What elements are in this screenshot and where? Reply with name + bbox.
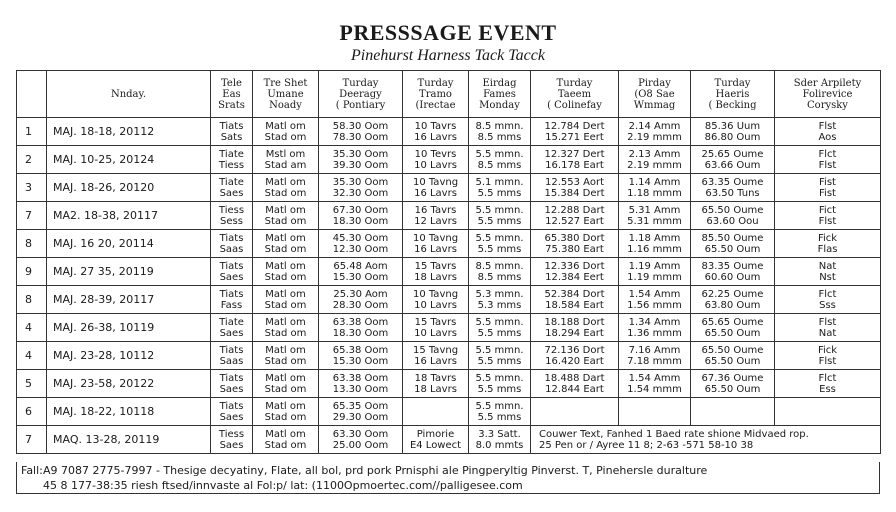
table-cell: 12.336 Dort 12.384 Eert [531,258,619,286]
table-cell: 5.5 mmn. 5.5 mms [469,202,531,230]
table-cell [691,398,775,426]
table-cell: 52.384 Dort 18.584 Eart [531,286,619,314]
table-cell: 83.35 Oume 60.60 Oum [691,258,775,286]
table-row [17,202,881,230]
table-cell: 5.5 mmn. 5.5 mms [469,314,531,342]
table-row [17,118,881,146]
table-cell [775,398,881,426]
table-row [17,258,881,286]
event-title: PRESSSAGE EVENT [339,20,557,45]
table-cell: 10 Tavng 10 Lavrs [403,286,469,314]
table-row [17,398,881,426]
row-number: 2 [17,146,47,174]
column-header: Nnday. [47,71,211,118]
table-cell: 65.48 Aom 15.30 Oom [319,258,403,286]
table-cell: Flst Aos [775,118,881,146]
table-cell: Matl om Stad om [253,118,319,146]
table-body [17,118,881,454]
footer-label: Fall: [21,464,43,477]
table-cell: 1.14 Amm 1.18 mmm [619,174,691,202]
table-cell: Tiats Saes [211,258,253,286]
table-cell: 65.35 Oom 29.30 Oom [319,398,403,426]
table-cell: 15 Tavrs 10 Lavrs [403,314,469,342]
table-cell: Matl om Stad om [253,342,319,370]
row-date: MAJ. 10-25, 20124 [47,146,211,174]
row-number: 1 [17,118,47,146]
table-row [17,230,881,258]
table-cell: 10 Tavng 16 Lavrs [403,230,469,258]
table-cell: Tiats Sats [211,118,253,146]
table-cell: 65.380 Dort 75.380 Eart [531,230,619,258]
table-cell: 7.16 Amm 7.18 mmm [619,342,691,370]
table-cell: 65.38 Oom 15.30 Oom [319,342,403,370]
table-cell: Flct Ess [775,370,881,398]
table-cell: 15 Tavrs 18 Lavrs [403,258,469,286]
table-cell: Matl om Stad om [253,258,319,286]
row-date: MAJ. 18-26, 20120 [47,174,211,202]
table-cell: 10 Tavng 16 Lavrs [403,174,469,202]
table-row [17,426,881,454]
table-cell: 62.25 Oume 63.80 Oum [691,286,775,314]
footer-line-1: A9 7087 2775-7997 - Thesige decyatiny, Flate, all bol, prd pork Prnisphi ale Pingperyltig Pinverst. T, Pinehersle duralture [43,464,708,477]
table-cell: 65.65 Oume 65.50 Oum [691,314,775,342]
table-cell: 58.30 Oom 78.30 Oom [319,118,403,146]
table-cell: 2.14 Amm 2.19 mmm [619,118,691,146]
row-number: 4 [17,314,47,342]
row-note: Couwer Text, Fanhed 1 Baed rate shione Midvaed rop. 25 Pen or / Ayree 11 8; 2-63 -571 58-10 38 [531,426,881,454]
table-cell: 5.3 mmn. 5.3 mms [469,286,531,314]
row-number: 9 [17,258,47,286]
table-cell: 25.65 Oume 63.66 Oum [691,146,775,174]
table-cell: Tiess Saes [211,426,253,454]
table-row [17,146,881,174]
table-cell: 18.488 Dart 12.844 Eart [531,370,619,398]
table-cell: 1.54 Amm 1.56 mmm [619,286,691,314]
table-cell: Matl om Stad om [253,314,319,342]
table-cell: 12.784 Dert 15.271 Eert [531,118,619,146]
table-cell: 1.19 Amm 1.19 mmm [619,258,691,286]
table-cell: 67.36 Oume 65.50 Oum [691,370,775,398]
table-cell: 5.1 mmn. 5.5 mms [469,174,531,202]
row-date: MAJ. 28-39, 20117 [47,286,211,314]
table-cell: 63.30 Oom 25.00 Oom [319,426,403,454]
table-cell: Tiess Sess [211,202,253,230]
table-row [17,370,881,398]
table-cell: Tiats Saes [211,370,253,398]
table-header-row [17,71,881,118]
row-number: 8 [17,286,47,314]
row-number: 3 [17,174,47,202]
table-cell: 45.30 Oom 12.30 Oom [319,230,403,258]
row-date: MAJ. 26-38, 10119 [47,314,211,342]
table-cell: 12.553 Aort 15.384 Dert [531,174,619,202]
table-cell: Tiate Saes [211,174,253,202]
table-cell: 63.38 Oom 13.30 Oom [319,370,403,398]
table-cell: 16 Tavrs 12 Lavrs [403,202,469,230]
table-cell: 12.288 Dart 12.527 Eart [531,202,619,230]
table-row [17,314,881,342]
table-row [17,286,881,314]
footer-line-2: 45 8 177-38:35 riesh ftsed/innvaste al Fol:p/ lat: (1100Opmoertec.com//palligesee.com [43,479,523,492]
table-cell: Matl om Stad om [253,174,319,202]
table-cell: Tiats Saas [211,230,253,258]
table-cell: Fick Flst [775,342,881,370]
table-cell: 5.5 mmn. 5.5 mms [469,370,531,398]
table-cell: 10 Tevrs 10 Lavrs [403,146,469,174]
table-cell: Nat Nst [775,258,881,286]
table-cell: 8.5 mmn. 8.5 mms [469,258,531,286]
table-cell: 12.327 Dert 16.178 Eart [531,146,619,174]
table-cell: 63.35 Oume 63.50 Tuns [691,174,775,202]
table-cell: 85.50 Oume 65.50 Oum [691,230,775,258]
table-cell: 67.30 Oom 18.30 Oom [319,202,403,230]
table-cell: 1.54 Amm 1.54 mmm [619,370,691,398]
row-date: MAJ. 27 35, 20119 [47,258,211,286]
column-header: Turday Tramo (Irectae [403,71,469,118]
table-cell: 18.188 Dort 18.294 Eart [531,314,619,342]
table-cell: Fict Flst [775,202,881,230]
row-number: 7 [17,202,47,230]
table-cell: Matl om Stad om [253,398,319,426]
row-date: MAJ. 23-28, 10112 [47,342,211,370]
row-date: MAJ. 18-22, 10118 [47,398,211,426]
table-cell: 5.5 mmn. 8.5 mms [469,146,531,174]
table-cell: Tiate Saes [211,314,253,342]
row-number: 7 [17,426,47,454]
event-subtitle: Pinehurst Harness Tack Tacck [351,47,545,64]
row-date: MA2. 18-38, 20117 [47,202,211,230]
table-cell [619,398,691,426]
table-cell: Pimorie E4 Lowect [403,426,469,454]
table-cell: Matl om Stad om [253,370,319,398]
table-cell: 85.36 Uum 86.80 Oum [691,118,775,146]
table-cell: 65.50 Oume 65.50 Oum [691,342,775,370]
row-date: MAJ. 23-58, 20122 [47,370,211,398]
table-cell: Fick Flas [775,230,881,258]
footer-notes [16,462,880,494]
table-cell: Matl om Stad om [253,230,319,258]
table-cell: Tiats Saes [211,398,253,426]
table-cell: 5.5 mmn. 5.5 mms [469,342,531,370]
table-cell: 3.3 Satt. 8.0 mmts [469,426,531,454]
table-cell: 10 Tavrs 16 Lavrs [403,118,469,146]
table-cell: Flst Nat [775,314,881,342]
table-cell: Tiate Tiess [211,146,253,174]
column-header: Pirday (O8 Sae Wmmag [619,71,691,118]
table-cell [531,398,619,426]
table-cell: 8.5 mmn. 8.5 mms [469,118,531,146]
table-cell: Matl om Stad om [253,286,319,314]
table-cell: Flct Sss [775,286,881,314]
table-cell: Matl om Stad om [253,426,319,454]
table-row [17,342,881,370]
column-header: Turday Deeragy ( Pontiary [319,71,403,118]
column-header: Tele Eas Srats [211,71,253,118]
table-cell: 25.30 Aom 28.30 Oom [319,286,403,314]
row-number: 8 [17,230,47,258]
table-cell: 2.13 Amm 2.19 mmm [619,146,691,174]
table-cell: 1.34 Amm 1.36 mmm [619,314,691,342]
table-cell: 5.31 Amm 5.31 mmm [619,202,691,230]
column-header: Tre Shet Umane Noady [253,71,319,118]
table-cell: 5.5 mmn. 5.5 mms [469,230,531,258]
table-cell: 72.136 Dort 16.420 Eart [531,342,619,370]
row-date: MAQ. 13-28, 20119 [47,426,211,454]
row-number: 6 [17,398,47,426]
table-cell: 15 Tavng 16 Lavrs [403,342,469,370]
row-date: MAJ. 18-18, 20112 [47,118,211,146]
row-number: 4 [17,342,47,370]
table-cell [403,398,469,426]
schedule-table [16,70,881,454]
table-cell: Mstl om Stad am [253,146,319,174]
table-cell: 65.50 Oume 63.60 Oou [691,202,775,230]
table-cell: 35.30 Oom 32.30 Oom [319,174,403,202]
row-number: 5 [17,370,47,398]
table-cell: 35.30 Oom 39.30 Oom [319,146,403,174]
table-cell: Flct Flst [775,146,881,174]
table-cell: 1.18 Amm 1.16 mmm [619,230,691,258]
table-cell: Tiats Fass [211,286,253,314]
table-cell: Matl om Stad om [253,202,319,230]
column-header: Sder Arpilety Folirevice Corysky [775,71,881,118]
table-cell: Fist Fist [775,174,881,202]
column-header [17,71,47,118]
column-header: Eirdag Fames Monday [469,71,531,118]
table-cell: 63.38 Oom 18.30 Oom [319,314,403,342]
table-cell: 5.5 mmn. 5.5 mms [469,398,531,426]
column-header: Turday Haeris ( Becking [691,71,775,118]
table-cell: Tiats Saas [211,342,253,370]
row-date: MAJ. 16 20, 20114 [47,230,211,258]
table-cell: 18 Tavrs 18 Lavrs [403,370,469,398]
column-header: Turday Taeem ( Colinefay [531,71,619,118]
table-row [17,174,881,202]
